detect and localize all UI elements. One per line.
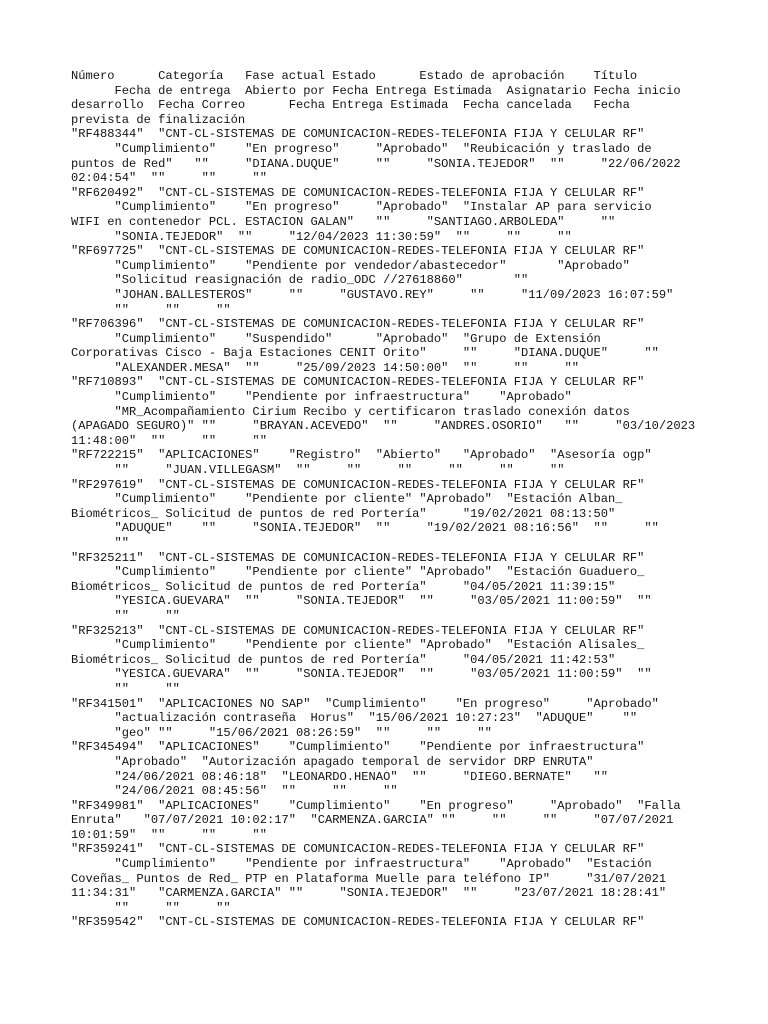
document-line: "RF349981" "APLICACIONES" "Cumplimiento" "En progreso" "Aprobado" "Falla xyxy=(71,798,681,813)
document-line: "ADUQUE" "" "SONIA.TEJEDOR" "" "19/02/2021 08:16:56" "" "" xyxy=(71,521,659,536)
document-line: "RF359241" "CNT-CL-SISTEMAS DE COMUNICACION-REDES-TELEFONIA FIJA Y CELULAR RF" xyxy=(71,842,645,857)
document-line: Coveñas_ Puntos de Red_ PTP en Plataforma Muelle para teléfono IP" "31/07/2021 xyxy=(71,871,667,886)
document-line: "RF341501" "APLICACIONES NO SAP" "Cumplimiento" "En progreso" "Aprobado" xyxy=(71,696,659,711)
document-line: "Cumplimiento" "Pendiente por cliente" "Aprobado" "Estación Alban_ xyxy=(71,492,623,507)
document-line: Biométricos_ Solicitud de puntos de red Portería" "04/05/2021 11:39:15" xyxy=(71,579,616,594)
document-text xyxy=(71,69,711,930)
document-line: "RF297619" "CNT-CL-SISTEMAS DE COMUNICACION-REDES-TELEFONIA FIJA Y CELULAR RF" xyxy=(71,477,645,492)
document-line: "Cumplimiento" "Pendiente por infraestructura" "Aprobado" xyxy=(71,390,572,405)
document-line: "RF325213" "CNT-CL-SISTEMAS DE COMUNICACION-REDES-TELEFONIA FIJA Y CELULAR RF" xyxy=(71,623,645,638)
document-line: Corporativas Cisco - Baja Estaciones CENIT Orito" "" "DIANA.DUQUE" "" xyxy=(71,346,659,361)
document-line: "RF706396" "CNT-CL-SISTEMAS DE COMUNICACION-REDES-TELEFONIA FIJA Y CELULAR RF" xyxy=(71,317,645,332)
document-line: 02:04:54" "" "" "" xyxy=(71,171,267,186)
document-line: "RF710893" "CNT-CL-SISTEMAS DE COMUNICACION-REDES-TELEFONIA FIJA Y CELULAR RF" xyxy=(71,375,645,390)
document-line: "" "" xyxy=(71,608,180,623)
document-line: Biométricos_ Solicitud de puntos de red Portería" "04/05/2021 11:42:53" xyxy=(71,652,616,667)
document-line: "Aprobado" "Autorización apagado temporal de servidor DRP ENRUTA" xyxy=(71,754,594,769)
document-line: "Cumplimiento" "Pendiente por cliente" "Aprobado" "Estación Guaduero_ xyxy=(71,565,645,580)
document-line: "Cumplimiento" "En progreso" "Aprobado" "Reubicación y traslado de xyxy=(71,141,652,156)
document-line: "RF697725" "CNT-CL-SISTEMAS DE COMUNICACION-REDES-TELEFONIA FIJA Y CELULAR RF" xyxy=(71,244,645,259)
document-line: WIFI en contenedor PCL. ESTACION GALAN" "" "SANTIAGO.ARBOLEDA" "" xyxy=(71,214,616,229)
document-line: "Cumplimiento" "Pendiente por cliente" "Aprobado" "Estación Alisales_ xyxy=(71,638,645,653)
document-line: "RF359542" "CNT-CL-SISTEMAS DE COMUNICACION-REDES-TELEFONIA FIJA Y CELULAR RF" xyxy=(71,915,645,930)
document-line: 11:48:00" "" "" "" xyxy=(71,433,267,448)
document-line: "" "" "" xyxy=(71,900,231,915)
document-line: "" "" "" xyxy=(71,302,231,317)
document-line: (APAGADO SEGURO)" "" "BRAYAN.ACEVEDO" "" "ANDRES.OSORIO" "" "03/10/2023 xyxy=(71,419,696,434)
document-line: "RF325211" "CNT-CL-SISTEMAS DE COMUNICACION-REDES-TELEFONIA FIJA Y CELULAR RF" xyxy=(71,550,645,565)
document-line: Enruta" "07/07/2021 10:02:17" "CARMENZA.GARCIA" "" "" "" "07/07/2021 xyxy=(71,813,674,828)
document-line: "Cumplimiento" "Pendiente por vendedor/abastecedor" "Aprobado" xyxy=(71,258,630,273)
document-line: "" xyxy=(71,536,130,550)
document-line: Biométricos_ Solicitud de puntos de red Portería" "19/02/2021 08:13:50" xyxy=(71,506,616,521)
document-line: "" "" xyxy=(71,681,180,696)
document-line: "YESICA.GUEVARA" "" "SONIA.TEJEDOR" "" "03/05/2021 11:00:59" "" xyxy=(71,667,652,682)
document-line: desarrollo Fecha Correo Fecha Entrega Estimada Fecha cancelada Fecha xyxy=(71,98,630,113)
document-line: "actualización contraseña Horus" "15/06/2021 10:27:23" "ADUQUE" "" xyxy=(71,711,638,726)
document-line: "SONIA.TEJEDOR" "" "12/04/2023 11:30:59" "" "" "" xyxy=(71,229,572,244)
document-line: "Solicitud reasignación de radio_ODC //27618860" "" xyxy=(71,273,529,288)
document-line: Fecha de entrega Abierto por Fecha Entrega Estimada Asignatario Fecha inicio xyxy=(71,83,681,98)
document-line: "JOHAN.BALLESTEROS" "" "GUSTAVO.REY" "" "11/09/2023 16:07:59" xyxy=(71,287,674,302)
document-line: "geo" "" "15/06/2021 08:26:59" "" "" "" xyxy=(71,725,492,740)
document-line: "RF722215" "APLICACIONES" "Registro" "Abierto" "Aprobado" "Asesoría ogp" xyxy=(71,448,652,463)
document-line: "MR_Acompañamiento Cirium Recibo y certificaron traslado conexión datos xyxy=(71,404,630,419)
document-line: "RF488344" "CNT-CL-SISTEMAS DE COMUNICACION-REDES-TELEFONIA FIJA Y CELULAR RF" xyxy=(71,127,645,142)
document-line: "24/06/2021 08:45:56" "" "" "" xyxy=(71,784,398,799)
document-line: "Cumplimiento" "Suspendido" "Aprobado" "Grupo de Extensión xyxy=(71,331,601,346)
document-line: "" "JUAN.VILLEGASM" "" "" "" "" "" "" xyxy=(71,463,565,478)
document-line: Número Categoría Fase actual Estado Estado de aprobación Título xyxy=(71,69,638,83)
document-line: "ALEXANDER.MESA" "" "25/09/2023 14:50:00" "" "" "" xyxy=(71,360,580,375)
document-line: 10:01:59" "" "" "" xyxy=(71,827,267,842)
document-line: 11:34:31" "CARMENZA.GARCIA" "" "SONIA.TEJEDOR" "" "23/07/2021 18:28:41" xyxy=(71,886,667,901)
document-line: "Cumplimiento" "Pendiente por infraestructura" "Aprobado" "Estación xyxy=(71,857,652,872)
document-line: "RF620492" "CNT-CL-SISTEMAS DE COMUNICACION-REDES-TELEFONIA FIJA Y CELULAR RF" xyxy=(71,185,645,200)
document-line: "YESICA.GUEVARA" "" "SONIA.TEJEDOR" "" "03/05/2021 11:00:59" "" xyxy=(71,594,652,609)
document-line: "RF345494" "APLICACIONES" "Cumplimiento" "Pendiente por infraestructura" xyxy=(71,740,645,755)
document-line: "24/06/2021 08:46:18" "LEONARDO.HENAO" "" "DIEGO.BERNATE" "" xyxy=(71,769,609,784)
document-line: prevista de finalización xyxy=(71,112,246,127)
document-line: puntos de Red" "" "DIANA.DUQUE" "" "SONIA.TEJEDOR" "" "22/06/2022 xyxy=(71,156,681,171)
document-line: "Cumplimiento" "En progreso" "Aprobado" "Instalar AP para servicio xyxy=(71,200,652,215)
